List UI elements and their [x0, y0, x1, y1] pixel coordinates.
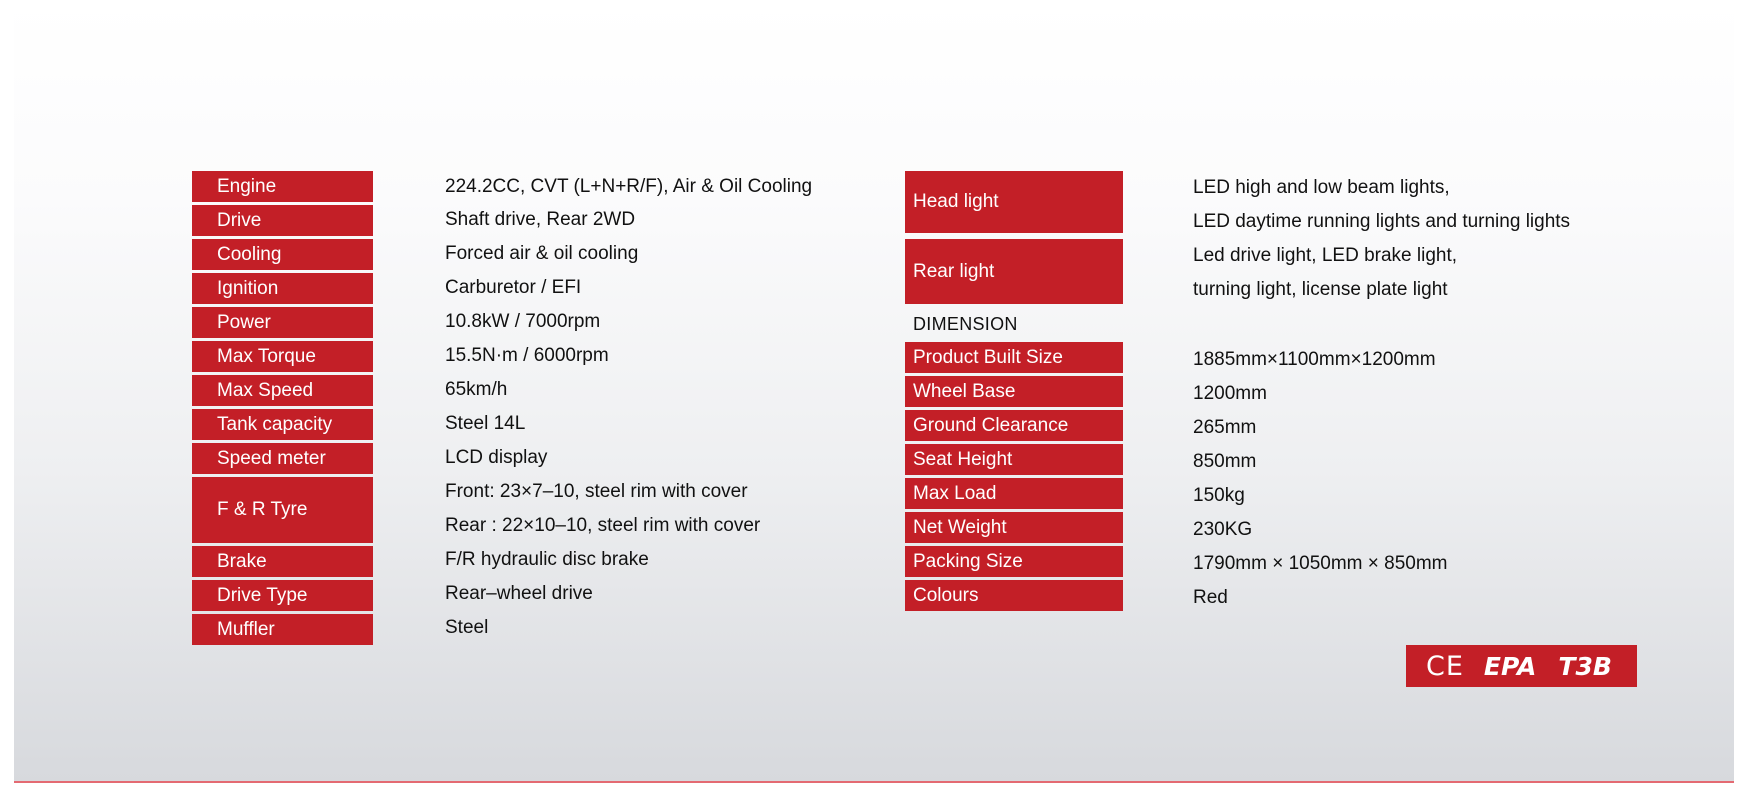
spec-label-net-weight: Net Weight	[905, 512, 1123, 543]
spec-value-drive: Shaft drive, Rear 2WD	[445, 209, 636, 230]
spec-label-power: Power	[192, 307, 373, 338]
spec-value-engine: 224.2CC, CVT (L+N+R/F), Air & Oil Cooling	[445, 176, 813, 197]
spec-value-tyre-rear: Rear : 22×10–10, steel rim with cover	[445, 515, 761, 536]
spec-value-rear-light-1: Led drive light, LED brake light,	[1193, 245, 1458, 266]
spec-value-ground-clearance: 265mm	[1193, 417, 1257, 438]
ce-mark: CE	[1426, 650, 1464, 682]
spec-value-brake: F/R hydraulic disc brake	[445, 549, 649, 570]
spec-label-packing-size: Packing Size	[905, 546, 1123, 577]
spec-value-packing-size: 1790mm × 1050mm × 850mm	[1193, 553, 1448, 574]
spec-value-head-light-1: LED high and low beam lights,	[1193, 177, 1450, 198]
spec-value-seat-height: 850mm	[1193, 451, 1257, 472]
spec-label-ignition: Ignition	[192, 273, 373, 304]
spec-value-max-torque: 15.5N·m / 6000rpm	[445, 345, 609, 366]
spec-label-drive-type: Drive Type	[192, 580, 373, 611]
spec-label-brake: Brake	[192, 546, 373, 577]
spec-value-power: 10.8kW / 7000rpm	[445, 311, 601, 332]
spec-label-cooling: Cooling	[192, 239, 373, 270]
dimension-heading: DIMENSION	[913, 314, 1018, 334]
spec-label-engine: Engine	[192, 171, 373, 202]
spec-label-head-light: Head light	[905, 171, 1123, 233]
spec-label-ground-clearance: Ground Clearance	[905, 410, 1123, 441]
spec-value-ignition: Carburetor / EFI	[445, 277, 582, 298]
spec-value-wheel-base: 1200mm	[1193, 383, 1267, 404]
spec-value-drive-type: Rear–wheel drive	[445, 583, 593, 604]
spec-value-max-load: 150kg	[1193, 485, 1245, 506]
spec-label-max-torque: Max Torque	[192, 341, 373, 372]
spec-label-wheel-base: Wheel Base	[905, 376, 1123, 407]
spec-value-head-light-2: LED daytime running lights and turning lights	[1193, 211, 1571, 232]
spec-label-product-built-size: Product Built Size	[905, 342, 1123, 373]
t3b-mark: T3B	[1558, 651, 1612, 681]
epa-mark: EPA	[1483, 651, 1537, 681]
spec-label-tyre: F & R Tyre	[192, 477, 373, 543]
spec-value-product-built-size: 1885mm×1100mm×1200mm	[1193, 349, 1436, 370]
spec-label-max-speed: Max Speed	[192, 375, 373, 406]
spec-label-tank-capacity: Tank capacity	[192, 409, 373, 440]
bottom-divider	[14, 781, 1734, 783]
spec-label-speed-meter: Speed meter	[192, 443, 373, 474]
spec-value-tyre-front: Front: 23×7–10, steel rim with cover	[445, 481, 748, 502]
spec-label-max-load: Max Load	[905, 478, 1123, 509]
spec-label-drive: Drive	[192, 205, 373, 236]
spec-label-muffler: Muffler	[192, 614, 373, 645]
spec-value-speed-meter: LCD display	[445, 447, 548, 468]
spec-value-net-weight: 230KG	[1193, 519, 1253, 540]
spec-value-cooling: Forced air & oil cooling	[445, 243, 639, 264]
spec-value-colours: Red	[1193, 587, 1228, 608]
spec-label-colours: Colours	[905, 580, 1123, 611]
spec-value-tank-capacity: Steel 14L	[445, 413, 526, 434]
spec-value-rear-light-2: turning light, license plate light	[1193, 279, 1448, 300]
spec-value-muffler: Steel	[445, 617, 489, 638]
spec-label-rear-light: Rear light	[905, 239, 1123, 304]
spec-label-seat-height: Seat Height	[905, 444, 1123, 475]
certification-badge	[1406, 645, 1637, 687]
spec-value-max-speed: 65km/h	[445, 379, 508, 400]
